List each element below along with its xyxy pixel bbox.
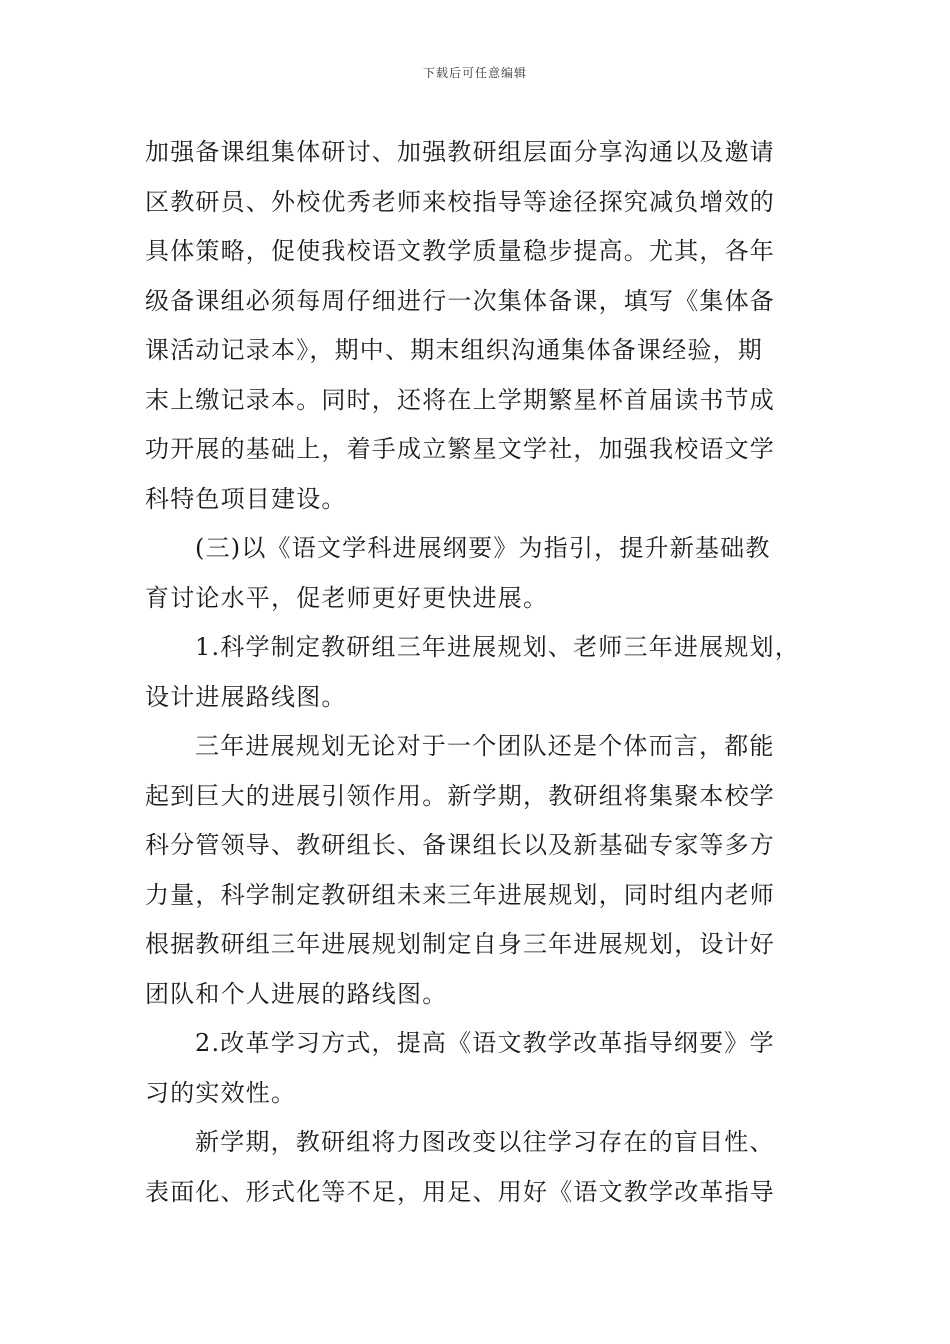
text-line: 设计进展路线图。 xyxy=(145,682,347,711)
page-header: 下载后可任意编辑 xyxy=(422,66,527,80)
text-line: 起到巨大的进展引领作用。新学期，教研组将集聚本校学 xyxy=(145,781,775,810)
paragraph-start-line: 三年进展规划无论对于一个团队还是个体而言，都能 xyxy=(195,732,775,760)
text-line: 力量，科学制定教研组未来三年进展规划，同时组内老师 xyxy=(145,880,775,909)
document-body xyxy=(145,128,810,1217)
text-line: 习的实效性。 xyxy=(145,1078,297,1107)
text-line: 课活动记录本》，期中、期末组织沟通集体备课经验，期 xyxy=(145,336,763,364)
text-line: 级备课组必须每周仔细进行一次集体备课，填写《集体备 xyxy=(145,286,775,315)
text-line: 加强备课组集体研讨、加强教研组层面分享沟通以及邀请 xyxy=(145,138,775,166)
text-line: 表面化、形式化等不足，用足、用好《语文教学改革指导 xyxy=(145,1177,775,1206)
text-line: 区教研员、外校优秀老师来校指导等途径探究减负增效的 xyxy=(145,187,775,216)
text-line: 具体策略，促使我校语文教学质量稳步提高。尤其，各年 xyxy=(145,237,775,265)
text-line: 科分管领导、教研组长、备课组长以及新基础专家等多方 xyxy=(145,831,775,859)
text-line: 育讨论水平，促老师更好更快进展。 xyxy=(145,583,549,612)
text-line: 团队和个人进展的路线图。 xyxy=(145,979,448,1008)
text-line: 根据教研组三年进展规划制定自身三年进展规划，设计好 xyxy=(145,930,775,958)
numbered-item-line: 2.改革学习方式，提高《语文教学改革指导纲要》学 xyxy=(195,1029,775,1057)
text-line: 科特色项目建设。 xyxy=(145,484,347,513)
paragraph-start-line: 新学期，教研组将力图改变以往学习存在的盲目性、 xyxy=(195,1128,775,1156)
numbered-item-line: 1.科学制定教研组三年进展规划、老师三年进展规划， xyxy=(195,633,800,661)
text-line: 末上缴记录本。同时，还将在上学期繁星杯首届读书节成 xyxy=(145,385,775,414)
text-line: 功开展的基础上，着手成立繁星文学社，加强我校语文学 xyxy=(145,435,775,463)
section-heading-line: (三)以《语文学科进展纲要》为指引，提升新基础教 xyxy=(195,534,771,562)
